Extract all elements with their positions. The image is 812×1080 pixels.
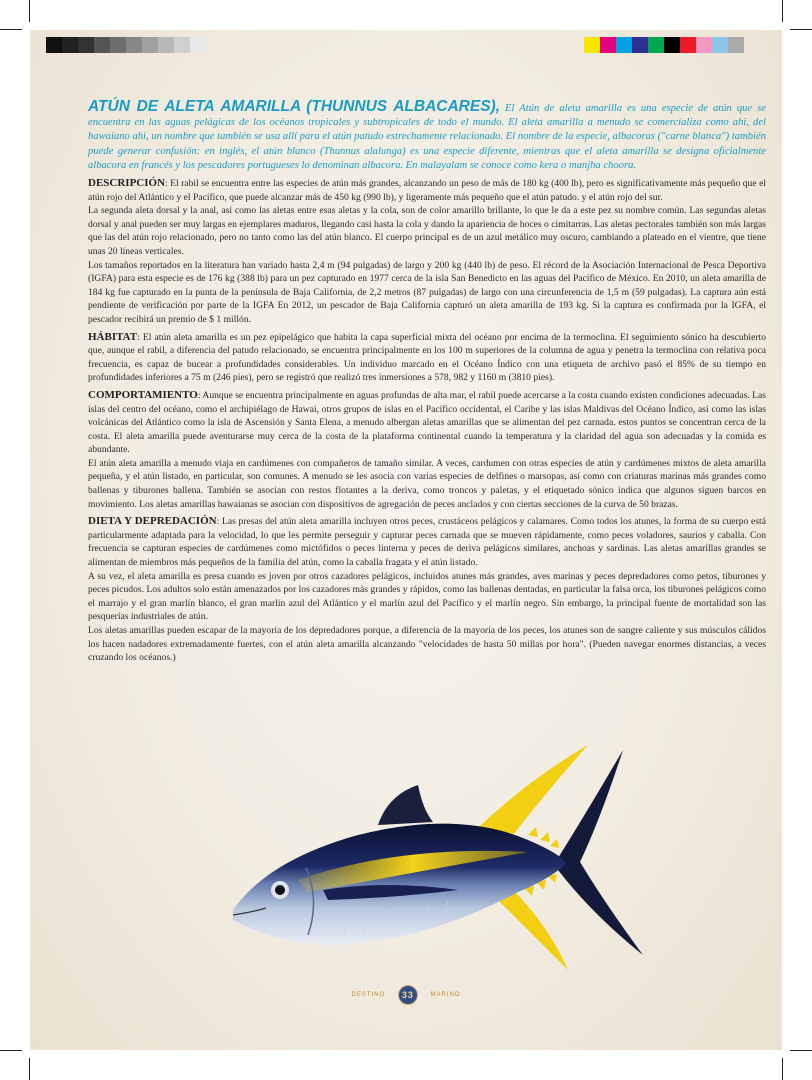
section-text: La segunda aleta dorsal y la anal, así como las aletas entre esas aletas y la cola, son de color amarillo brillante, lo que le da a este pez su nombre común. Las segundas aletas dorsal y anal pueden ser muy largas en ejemplares maduros, llegando casi hasta la cola y dando la apariencia de hoces o cimitarras. Las aletas pectorales también son más largas que las del atún rojo relacionado, pero no tanto como las del atún blanco. El cuerpo principal es de un azul metálico muy oscuro, cambiando a plateado en el vientre, que tiene unas 20 líneas verticales.	[88, 205, 766, 257]
page-footer	[0, 985, 812, 1005]
section-heading: HÁBITAT	[88, 330, 138, 343]
crop-mark	[782, 0, 783, 22]
color-swatch	[728, 37, 744, 53]
color-swatch	[664, 37, 680, 53]
color-swatch	[712, 37, 728, 53]
crop-mark	[29, 0, 30, 22]
section-text: : El atún aleta amarilla es un pez epipelágico que habita la capa superficial mixta del océano por encima de la termoclina. El seguimiento sónico ha descubierto que, aunque el rabil, a diferencia del patudo relacionado, se encuentra principalmente en los 100 m superiores de la columna de agua y penetra la termoclina con relativa poca frecuencia, es capaz de bucear a profundidades considerables. Un individuo marcado en el Océano Índico con una etiqueta de archivo pasó el 85% de su tiempo en profundidades inferiores a 75 m (246 pies), pero se registró que realizó tres inmersiones a 578, 982 y 1160 m (3810 pies).	[88, 331, 766, 384]
gray-swatch	[94, 37, 110, 53]
color-swatch	[648, 37, 664, 53]
second-dorsal-fin	[478, 745, 588, 835]
footer-left-label: DESTINO	[351, 992, 386, 998]
section-dieta	[88, 515, 766, 665]
grayscale-calibration-bar	[46, 37, 206, 53]
gray-swatch	[46, 37, 62, 53]
first-dorsal-fin	[378, 785, 433, 825]
footer-right-label: MARINO	[430, 992, 461, 998]
section-text: : El rabil se encuentra entre las especies de atún más grandes, alcanzando un peso de más de 180 kg (400 lb), pero es significativamente más pequeño que el atún rojo del Atlántico y el Pacífico, que puede alcanzar más de 450 kg (990 lb), y ligeramente más pequeño que el atún patudo. y el atún rojo del sur.	[88, 178, 766, 203]
section-descripcion	[88, 177, 766, 327]
color-swatch	[600, 37, 616, 53]
section-heading: DESCRIPCIÓN	[88, 177, 166, 190]
anal-fin	[498, 890, 568, 970]
gray-swatch	[62, 37, 78, 53]
gray-swatch	[158, 37, 174, 53]
gray-swatch	[142, 37, 158, 53]
section-text: El atún aleta amarilla a menudo viaja en cardúmenes con compañeros de tamaño similar. A veces, cardumen con otras especies de atún y cardúmenes mixtos de aleta amarilla pequeña, y el atún listado, en particular, son comunes. A menudo se les asocia con varias especies de delfines o marsopas, así como con criaturas marinas más grandes como ballenas y tiburones ballena. También se asocian con restos flotantes a la deriva, como troncos y paletas, y el etiquetado sónico indica que algunos siguen barcos en movimiento. Los aletas amarillas hawaianas se asocian con dispositivos de agregación de peces anclados y con ciertas secciones de la curva de 50 brazas.	[88, 457, 766, 510]
section-text: Los aletas amarillas pueden escapar de la mayoría de los depredadores porque, a diferencia de la mayoría de los peces, los atunes son de sangre caliente y sus músculos cálidos los hacen nadadores extremadamente fuertes, con el atún aleta amarilla alcanzando "velocidades de hasta 50 millas por hora". (Pueden navegar enormes distancias, a veces cruzando los océanos.)	[88, 625, 766, 664]
intro-paragraph	[88, 100, 766, 173]
color-swatch	[680, 37, 696, 53]
article-title: ATÚN DE ALETA AMARILLA	[88, 98, 302, 115]
section-text: : Las presas del atún aleta amarilla incluyen otros peces, crustáceos pelágicos y calamares. Como todos los atunes, la forma de su cuerpo está particularmente adaptada para la velocidad, lo que les permite perseguir y capturar peces carnada que se mueven rápidamente, como peces voladores, saurios y caballa. Con frecuencia se capturan especies de cardúmenes como mictófidos o peces linterna y peces de deriva pelágicos similares, anchoas y sardinas. Las aletas amarillas grandes se alimentan de miembros más pequeños de la familia del atún, como la caballa fragata y el atún listado.	[88, 516, 766, 569]
section-text: A su vez, el aleta amarilla es presa cuando es joven por otros cazadores pelágicos, incluidos atunes más grandes, aves marinas y peces depredadores como petos, tiburones y peces picudos. Los adultos solo están amenazados por los cazadores más grandes y rápidos, como las ballenas dentadas, en particular la falsa orca, los tiburones pelágicos como el marrajo y el gran marlín blanco, el gran marlín azul del Atlántico y el marlín azul del Pacífico y el marlín negro. Sin embargo, la principal fuente de mortalidad son las pesquerías industriales de atún.	[88, 570, 766, 623]
crop-mark	[782, 1058, 783, 1080]
section-heading: COMPORTAMIENTO	[88, 388, 198, 401]
yellowfin-tuna-illustration	[228, 740, 648, 980]
scientific-name: (THUNNUS ALBACARES),	[306, 98, 501, 115]
crop-mark	[0, 1050, 22, 1051]
section-text: : Aunque se encuentra principalmente en aguas profundas de alta mar, el rabil puede acercarse a la costa cuando existen condiciones adecuadas. Las islas del centro del océano, como el archipiélago de Hawai, otros grupos de islas en el Pacífico occidental, el Caribe y las islas Maldivas del Océano Índico, así como las islas volcánicas del Atlántico como la isla de Ascensión y Santa Elena, a menudo albergan aletas amarillas que se alimentan del pez carnada. estos puntos se concentran cerca de la costa. El aleta amarilla puede aventurarse muy cerca de la costa de la plataforma continental cuando la temperatura y la claridad del agua son adecuadas y la comida es abundante.	[88, 389, 766, 456]
crop-mark	[790, 29, 812, 30]
color-calibration-bar	[584, 37, 744, 53]
gray-swatch	[126, 37, 142, 53]
color-swatch	[616, 37, 632, 53]
tail-fin	[558, 750, 643, 955]
section-text: Los tamaños reportados en la literatura han variado hasta 2,4 m (94 pulgadas) de largo y 200 kg (440 lb) de peso. El récord de la Asociación Internacional de Pesca Deportiva (IGFA) para esta especie es de 176 kg (388 lb) para un pez capturado en 1977 cerca de la isla San Benedicto en las aguas del Pacífico de México. En 2010, un aleta amarilla de 184 kg fue capturado en la punta de la península de Baja California, de 2,2 metros (87 pulgadas) de largo con una circunferencia de 1,5 m (59 pulgadas). La captura aún está pendiente de verificación por parte de la IGFA En 2012, un pescador de Baja California capturó un aleta amarilla de 193 kg. Si la captura es confirmada por la IGFA, el pescador recibirá un premio de $ 1 millón.	[88, 259, 766, 325]
article-body	[88, 100, 766, 665]
gray-swatch	[174, 37, 190, 53]
section-heading: DIETA Y DEPREDACIÓN	[88, 515, 217, 528]
gray-swatch	[78, 37, 94, 53]
crop-mark	[0, 29, 22, 30]
color-swatch	[696, 37, 712, 53]
color-swatch	[584, 37, 600, 53]
crop-mark	[790, 1050, 812, 1051]
page-number: 33	[398, 985, 418, 1005]
section-habitat	[88, 331, 766, 385]
gray-swatch	[190, 37, 206, 53]
gray-swatch	[110, 37, 126, 53]
section-comportamiento	[88, 389, 766, 511]
crop-mark	[29, 1058, 30, 1080]
intro-text: El Atún de aleta amarilla es una especie de atún que se encuentra en las aguas pelágicas de los océanos tropicales y subtropicales de todo el mundo. El aleta amarilla a menudo se comercializa como ahi, del hawaiano ahi, un nombre que también se usa allí para el atún patudo estrechamente relacionado. El nombre de la especie, albacoras ("carne blanca") también puede generar confusión: en inglés, el atún blanco (Thunnus alalunga) es una especie diferente, mientras que el aleta amarilla se designa oficialmente albacora en francés y los pescadores portugueses lo denominan albacora. En malayalam se conoce como kera o manjha choora.	[88, 103, 766, 171]
color-swatch	[632, 37, 648, 53]
